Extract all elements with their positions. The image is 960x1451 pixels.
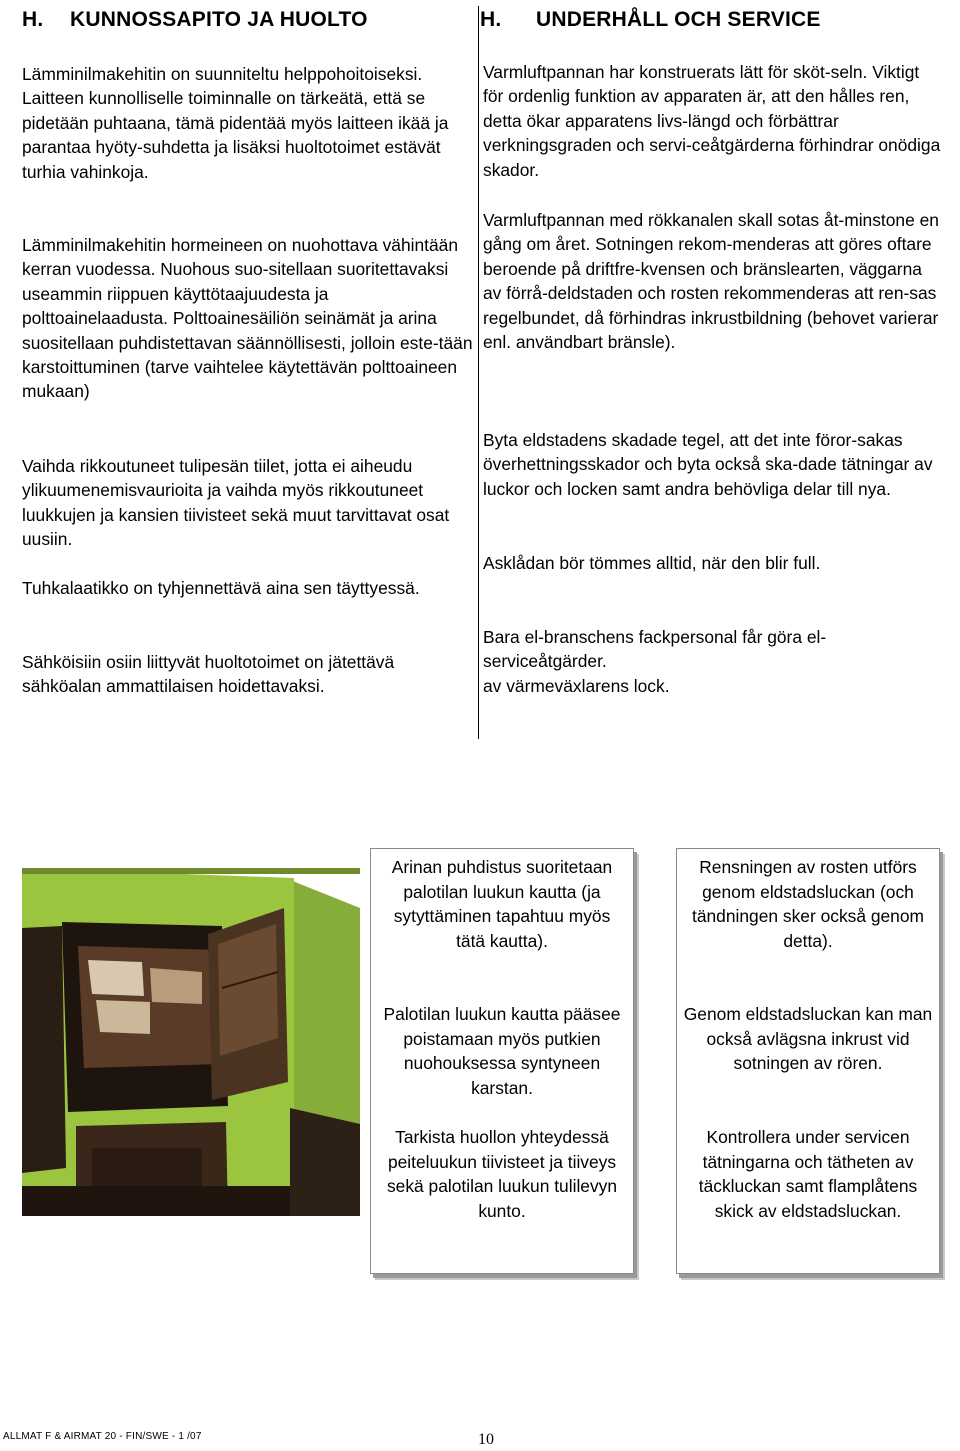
caption-sv-1: Rensningen av rosten utförs genom eldstadsluckan (och tändningen sker också genom detta).	[691, 857, 925, 951]
heading-number-fi: H.	[22, 8, 44, 31]
section-heading-fi	[22, 8, 368, 32]
heater-illustration	[22, 868, 360, 1216]
column-divider	[478, 6, 479, 739]
caption-box-sv	[676, 848, 940, 1274]
caption-sv-2: Genom eldstadsluckan kan man också avlägsna inkrust vid sotningen av rören.	[683, 1004, 933, 1073]
paragraph-sv-5: Bara el-branschens fackpersonal får göra el-serviceåtgärder. av värmeväxlarens lock.	[483, 627, 827, 696]
section-heading-sv	[480, 8, 821, 32]
heading-number-sv: H.	[480, 8, 502, 31]
paragraph-fi-4: Tuhkalaatikko on tyhjennettävä aina sen täyttyessä.	[22, 578, 420, 598]
paragraph-sv-2: Varmluftpannan med rökkanalen skall sotas åt-minstone en gång om året. Sotningen rekom-menderas att göres oftare beroende på driftfre-kvensen och bränslearten, väggarna av förrå-deldstaden och rosten rekommenderas att ren-sas regelbundet, då förhindras inkrustbildning (behovet varierar enl. användbart bränsle).	[483, 210, 939, 353]
paragraph-fi-5: Sähköisiin osiin liittyvät huoltotoimet on jätettävä sähköalan ammattilaisen hoidettavaksi.	[22, 652, 395, 697]
caption-fi-2: Palotilan luukun kautta pääsee poistamaan myös putkien nuohouksessa syntyneen karstan.	[383, 1004, 621, 1098]
heater-photo	[22, 868, 360, 1216]
heading-title-sv: UNDERHÅLL OCH SERVICE	[536, 8, 821, 31]
paragraph-fi-3: Vaihda rikkoutuneet tulipesän tiilet, jotta ei aiheudu ylikuumenemisvaurioita ja vaihda myös rikkoutuneet luukkujen ja kansien tiivisteet sekä muut tarvittavat osat uusiin.	[22, 456, 450, 550]
caption-fi-1: Arinan puhdistus suoritetaan palotilan luukun kautta (ja sytyttäminen tapahtuu myös tätä kautta).	[391, 857, 613, 951]
footer-doc-id: ALLMAT F & AIRMAT 20 - FIN/SWE - 1 /07	[3, 1431, 202, 1442]
paragraph-fi-1: Lämminilmakehitin on suunniteltu helppohoitoiseksi. Laitteen kunnolliselle toiminnalle on tärkeätä, että se pidetään puhtaana, tämä pidentää myös laitteen ikää ja parantaa hyöty-suhdetta ja lisäksi huoltotoimet estävät turhia vahinkoja.	[22, 64, 449, 182]
heading-title-fi: KUNNOSSAPITO JA HUOLTO	[70, 8, 368, 31]
paragraph-sv-1: Varmluftpannan har konstruerats lätt för sköt-seln. Viktigt för ordenlig funktion av apparaten är, att den hålles ren, detta ökar apparatens livs-längd och förbättrar verkningsgraden och servi-ceåtgärderna förhindrar onödiga skador.	[483, 62, 941, 180]
page-number: 10	[478, 1431, 494, 1448]
caption-box-fi	[370, 848, 634, 1274]
caption-fi-3: Tarkista huollon yhteydessä peiteluukun tiivisteet ja tiiveys sekä palotilan luukun tulilevyn kunto.	[386, 1127, 618, 1221]
paragraph-sv-3: Byta eldstadens skadade tegel, att det inte föror-sakas överhettningsskador och byta också ska-dade tätningar av luckor och locken samt andra behövliga delar till nya.	[483, 430, 933, 499]
paragraph-sv-4: Asklådan bör tömmes alltid, när den blir full.	[483, 553, 821, 573]
caption-sv-3: Kontrollera under servicen tätningarna och tätheten av täckluckan samt flamplåtens skick av eldstadsluckan.	[698, 1127, 918, 1221]
paragraph-fi-2: Lämminilmakehitin hormeineen on nuohottava vähintään kerran vuodessa. Nuohous suo-sitellaan suoritettavaksi useammin riippuen käyttötaajuudesta ja polttoainelaadusta. Polttoainesäiliön seinämät ja arina suositellaan puhdistettavan säännöllisesti, jolloin este-tään karstoittuminen (tarve vaihtelee käytettävän polttoaineen mukaan)	[22, 235, 473, 402]
